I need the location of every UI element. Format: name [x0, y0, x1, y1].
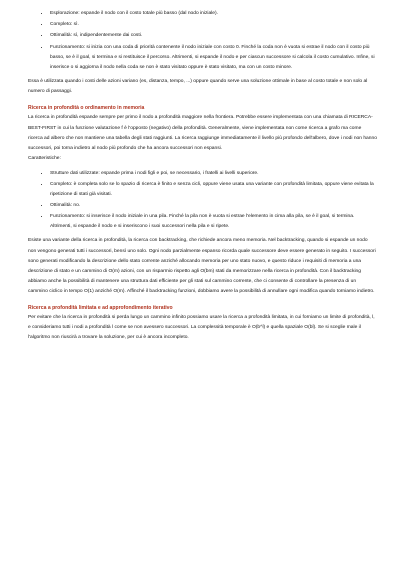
- paragraph-ids: Per evitare che la ricerca in profondità si perda lungo un cammino infinito possiamo usare la ricerca a profondità limitata, in cui forniamo un limite di profondità, l, e consideriamo tutti i nodi a profondità l come se non avessero successori. La complessità temporale è O(b^l) e quella spaziale O(bl). Se si sceglie male il l'algoritmo non riuscirà a trovare la soluzione, per cui è ancora incompleto.: [28, 315, 375, 341]
- list-item: • Esplorazione: espande il nodo con il costo totale più basso (dal nodo iniziale).: [50, 8, 377, 19]
- paragraph-usage: Essa è utilizzata quando i costi delle azioni variano (es, distanza, tempo, ...) oppure quando serve una soluzione ottimale in base al costo totale e non solo al numero di passaggi.: [28, 79, 368, 95]
- ucs-bullet-list: [28, 8, 377, 73]
- dfs-bullet-list: [28, 168, 377, 233]
- label-characteristics: Caratteristiche:: [28, 155, 61, 161]
- list-item: • Funzionamento: si inserisce il nodo iniziale in una pila. Finché la pila non è vuota si estrae l'elemento in cima alla pila, se è il goal, si termina. Altrimenti, si espande il nodo e si inseriscono i suoi successori nella pila e si ripete.: [50, 211, 377, 232]
- list-item: • Ottimalità: sì, indipendentemente dai costi.: [50, 30, 377, 41]
- list-item: • Strutture dati utilizzate: espande prima i nodi figli e poi, se necessario, i fratelli ai livelli superiore.: [50, 168, 377, 179]
- section-heading-dfs: Ricerca in profondità o ordinamento in memoria: [28, 105, 145, 112]
- list-item: • Completo: è completa solo se lo spazio di ricerca è finito e senza cicli, oppure viene usata una variante con profondità limitata, oppure viene evitata la ripetizione di stati già visitati.: [50, 179, 377, 200]
- paragraph-backtracking: Esiste una variante della ricerca in profondità, la ricerca con backtracking, che richiede ancora meno memoria. Nel backtracking, quando si espande un nodo non vengono generati tutti i successori, bensì uno solo. Ogni nodo parzialmente espanso ricorda quale successore deve essere generato in seguito. I successori sono generati modificando la descrizione dello stato corrente anziché allocando memoria per uno stato nuovo, e questo riduce i requisiti di memoria a una descrizione di stato e un cammino di O(m) azioni, con un risparmio rispetto agli O(bm) stati da memorizzare nella ricerca in profondità. Con il backtracking abbiamo anche la possibilità di mantenere una struttura dati efficiente per gli stati sul cammino corrente, che ci consente di controllare la presenza di un cammino ciclico in tempo O(1) anziché O(m). Affinché il backtracking funzioni, dobbiamo avere la possibilità di annullare ogni modifica quando torniamo indietro.: [28, 238, 376, 294]
- list-item: • Funzionamento: si inizia con una coda di priorità contenente il nodo iniziale con costo 0. Finché la coda non è vuota si estrae il nodo con il costo più basso, se è il goal, si termina e si restituisce il percorso. Altrimenti, si espande il nodo e per ciascun successore si calcola il costo cumulativo. Infine, si inserisce o si aggiorna il nodo nella coda se non è stato visitato oppure è stato visitato, ma con un costo minore.: [50, 42, 377, 74]
- list-item: • Completo: sì.: [50, 19, 377, 30]
- paragraph-dfs: La ricerca in profondità espande sempre per primo il nodo a profondità maggiore nella frontiera. Potrebbe essere implementata con una chiamata di RICERCA-BEST-FIRST in cui la funzione valutazione f è l'opposto (negativo) della profondità. Generalmente, viene implementata non come ricerca a grafo ma come ricerca ad albero che non mantiene una tabella degli stati raggiunti. La ricerca raggiunge immediatamente il livello più profondo dell'albero, dove i nodi non hanno successori, poi torna indietro al nodo più profondo che ha ancora successori non espansi.: [28, 115, 377, 151]
- list-item: • Ottimalità: no.: [50, 200, 377, 211]
- section-heading-ids: Ricerca a profondità limitata e ad approfondimento iterativo: [28, 305, 173, 311]
